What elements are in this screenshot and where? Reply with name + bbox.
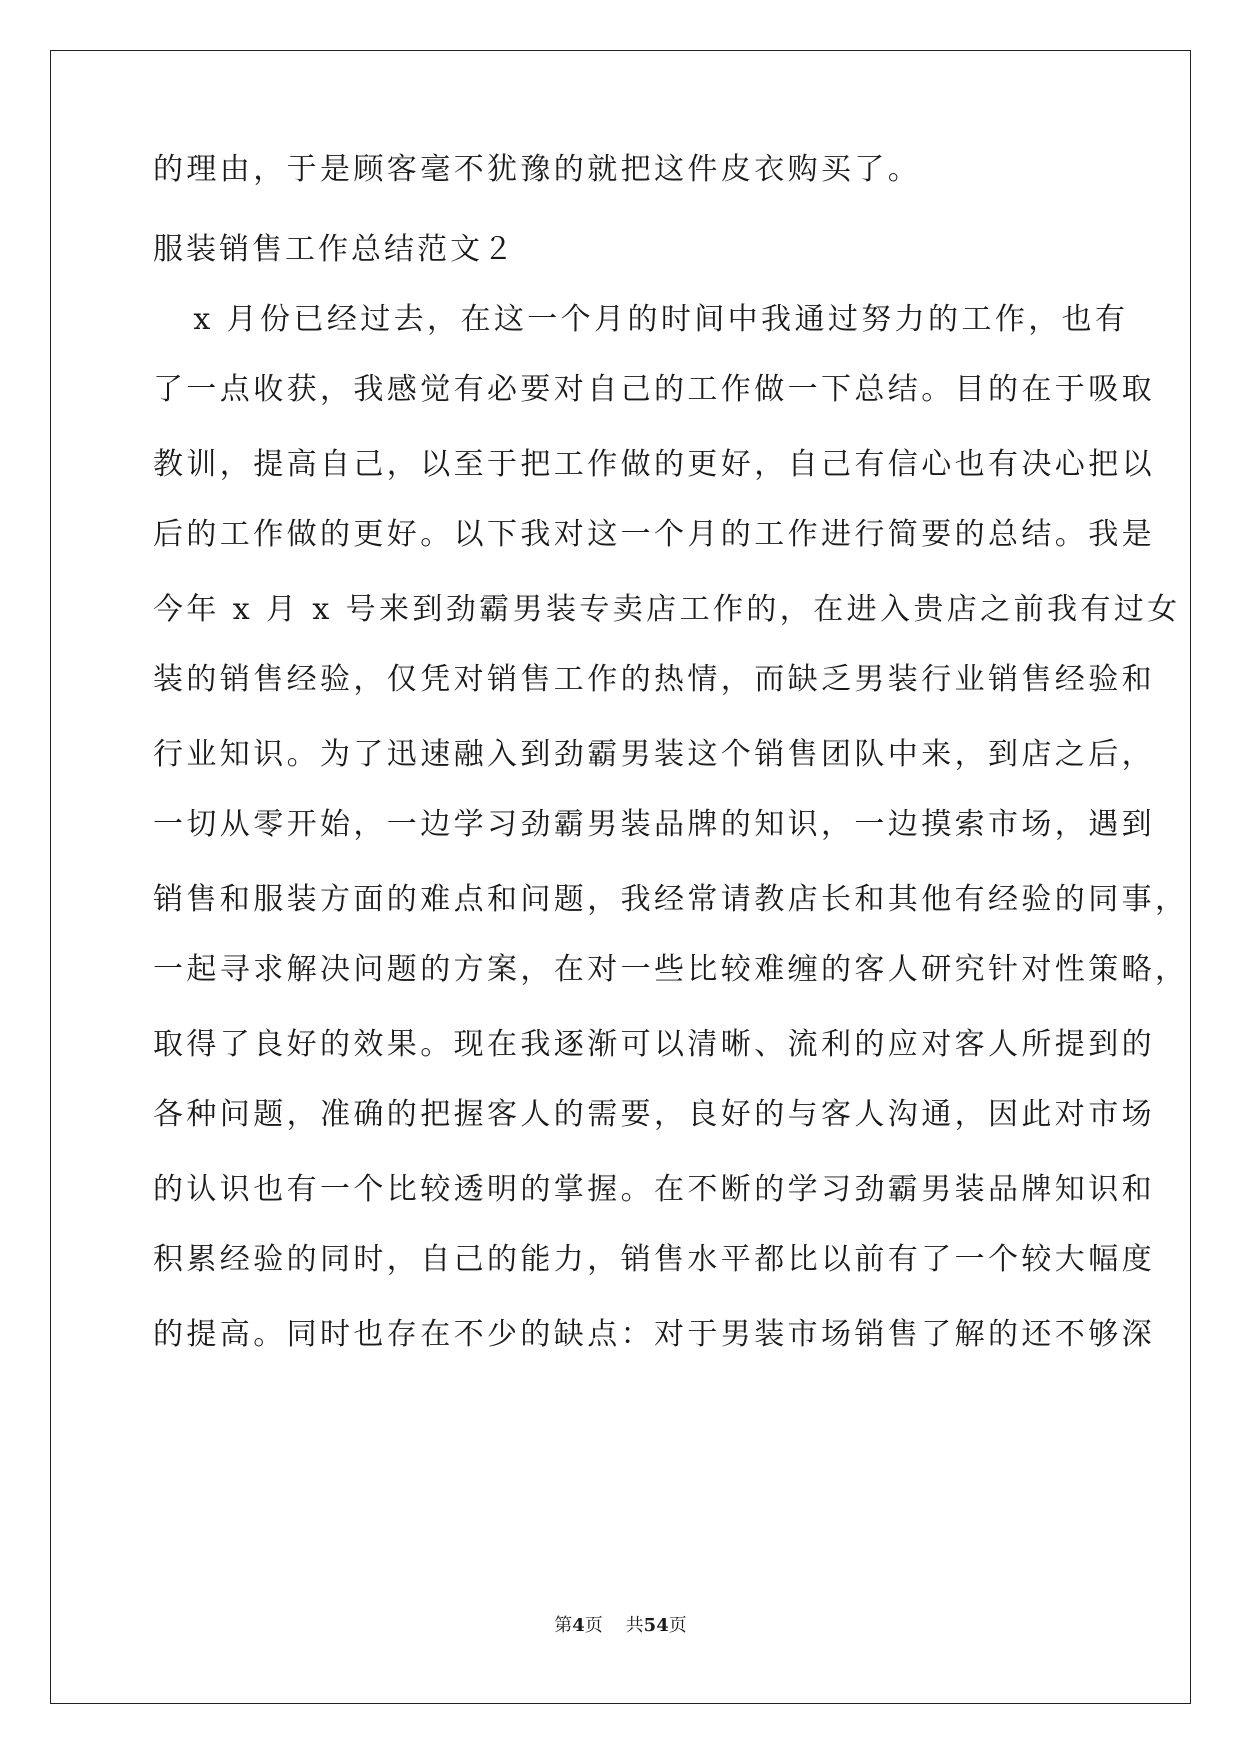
paragraph-line: 后的工作做的更好。以下我对这一个月的工作进行简要的总结。我是 bbox=[153, 517, 1155, 552]
paragraph-line: 了一点收获，我感觉有必要对自己的工作做一下总结。目的在于吸取 bbox=[153, 372, 1155, 407]
page-footer bbox=[0, 1614, 1241, 1638]
paragraph-line: 销售和服装方面的难点和问题，我经常请教店长和其他有经验的同事， bbox=[153, 882, 1189, 917]
paragraph-line: 一起寻求解决问题的方案，在对一些比较难缠的客人研究针对性策略， bbox=[153, 952, 1189, 987]
paragraph-line: 取得了良好的效果。现在我逐渐可以清晰、流利的应对客人所提到的 bbox=[153, 1027, 1155, 1062]
paragraph-line: 行业知识。为了迅速融入到劲霸男装这个销售团队中来，到店之后， bbox=[153, 737, 1155, 772]
total-pages: 54 bbox=[643, 1615, 669, 1636]
page-label-suffix: 页 bbox=[584, 1615, 603, 1636]
paragraph-line: 今年 x 月 x 号来到劲霸男装专卖店工作的，在进入贵店之前我有过女 bbox=[153, 592, 1181, 627]
paragraph-line: 装的销售经验，仅凭对销售工作的热情，而缺乏男装行业销售经验和 bbox=[153, 662, 1155, 697]
total-label-suffix: 页 bbox=[668, 1615, 687, 1636]
section-heading: 服装销售工作总结范文２ bbox=[153, 232, 516, 267]
paragraph-line: 教训，提高自己，以至于把工作做的更好，自己有信心也有决心把以 bbox=[153, 447, 1155, 482]
paragraph-line: 的理由，于是顾客毫不犹豫的就把这件皮衣购买了。 bbox=[153, 152, 922, 187]
page-label-prefix: 第 bbox=[554, 1615, 573, 1636]
paragraph-line: 的认识也有一个比较透明的掌握。在不断的学习劲霸男装品牌知识和 bbox=[153, 1172, 1155, 1207]
paragraph-line: 一切从零开始，一边学习劲霸男装品牌的知识，一边摸索市场，遇到 bbox=[153, 807, 1155, 842]
paragraph-line: 的提高。同时也存在不少的缺点：对于男装市场销售了解的还不够深 bbox=[153, 1317, 1155, 1352]
paragraph-line: x 月份已经过去，在这一个月的时间中我通过努力的工作，也有 bbox=[160, 302, 1129, 337]
paragraph-line: 积累经验的同时，自己的能力，销售水平都比以前有了一个较大幅度 bbox=[153, 1242, 1155, 1277]
page-number: 4 bbox=[572, 1615, 585, 1636]
total-label-prefix: 共 bbox=[625, 1615, 644, 1636]
paragraph-line: 各种问题，准确的把握客人的需要，良好的与客人沟通，因此对市场 bbox=[153, 1097, 1155, 1132]
page-border bbox=[50, 50, 1191, 1704]
